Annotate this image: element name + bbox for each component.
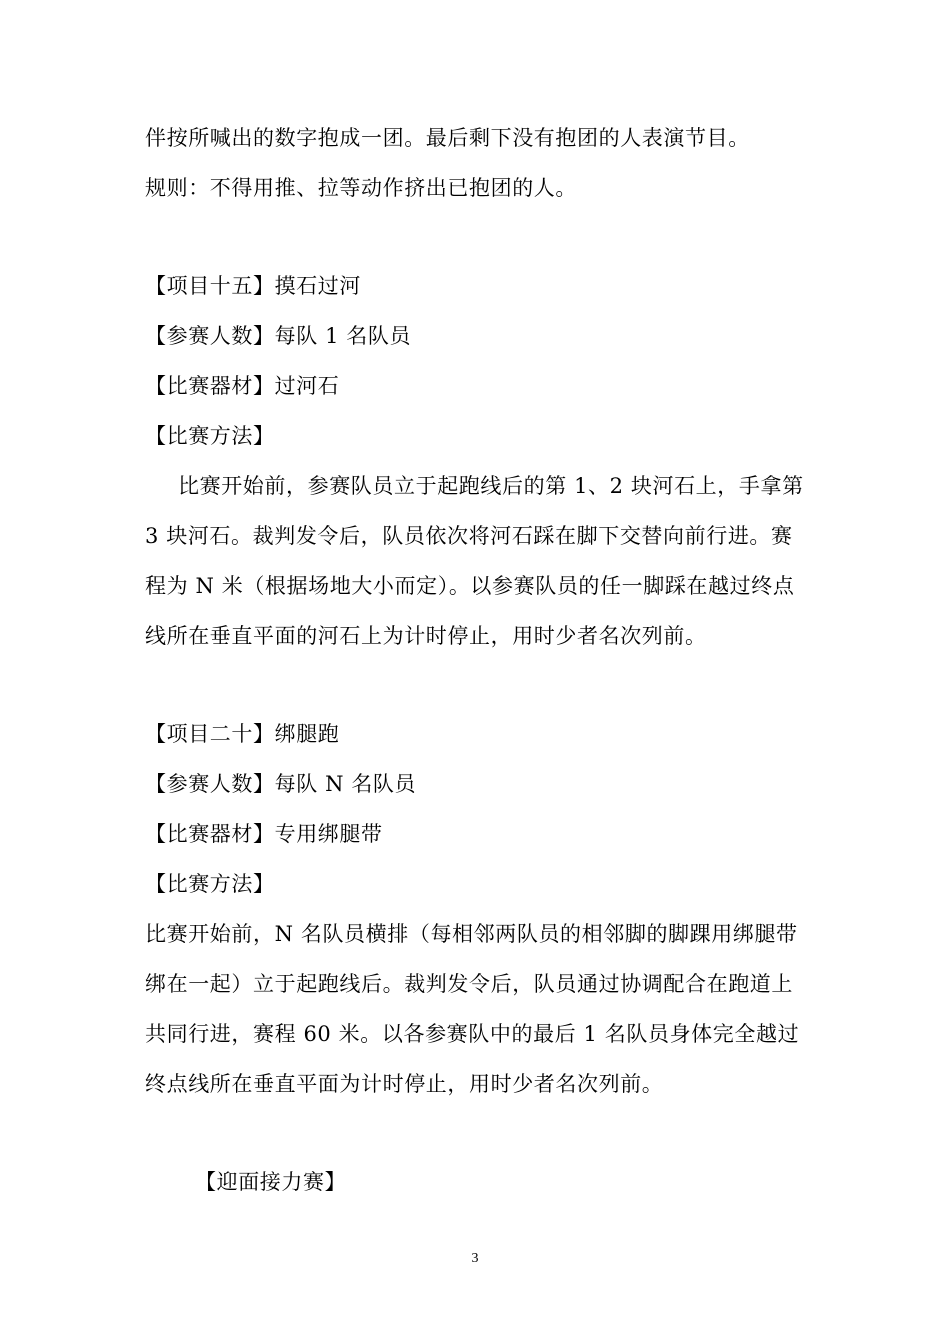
participants-line: 【参赛人数】每队 1 名队员 (145, 324, 412, 348)
page-number: 3 (471, 1251, 479, 1266)
method-line: 共同行进，赛程 60 米。以各参赛队中的最后 1 名队员身体完全越过 (145, 1022, 800, 1046)
method-line: 绑在一起）立于起跑线后。裁判发令后，队员通过协调配合在跑道上 (145, 972, 793, 996)
section-title: 【项目二十】绑腿跑 (145, 722, 340, 746)
equipment-line: 【比赛器材】过河石 (145, 374, 340, 398)
method-line: 比赛开始前，参赛队员立于起跑线后的第 1、2 块河石上，手拿第 (178, 474, 804, 498)
paragraph-line: 伴按所喊出的数字抱成一团。最后剩下没有抱团的人表演节目。 (145, 126, 750, 150)
method-line: 3 块河石。裁判发令后，队员依次将河石踩在脚下交替向前行进。赛 (145, 524, 793, 548)
paragraph-line: 规则：不得用推、拉等动作挤出已抱团的人。 (145, 176, 577, 200)
method-line: 线所在垂直平面的河石上为计时停止，用时少者名次列前。 (145, 624, 707, 648)
method-line: 比赛开始前，N 名队员横排（每相邻两队员的相邻脚的脚踝用绑腿带 (145, 922, 798, 946)
method-heading: 【比赛方法】 (145, 424, 275, 448)
method-heading: 【比赛方法】 (145, 872, 275, 896)
method-line: 终点线所在垂直平面为计时停止，用时少者名次列前。 (145, 1072, 664, 1096)
method-line: 程为 N 米（根据场地大小而定）。以参赛队员的任一脚踩在越过终点 (145, 574, 795, 598)
section-title: 【迎面接力赛】 (195, 1170, 347, 1194)
participants-line: 【参赛人数】每队 N 名队员 (145, 772, 417, 796)
equipment-line: 【比赛器材】专用绑腿带 (145, 822, 383, 846)
section-title: 【项目十五】摸石过河 (145, 274, 361, 298)
